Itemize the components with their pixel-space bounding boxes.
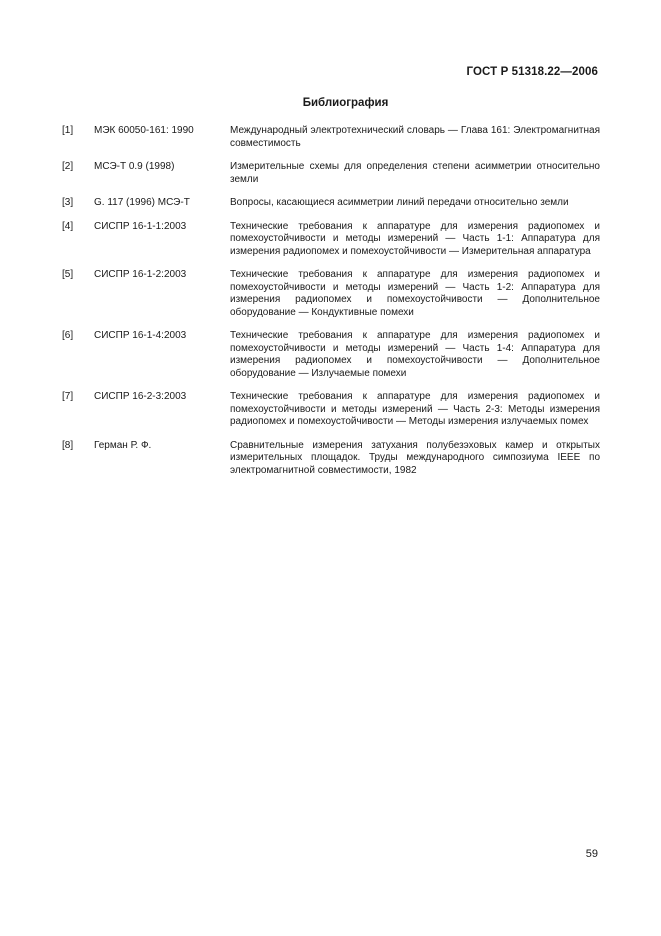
entry-reference: G. 117 (1996) МСЭ-Т bbox=[94, 197, 190, 208]
entry-reference: СИСПР 16-1-1:2003 bbox=[94, 220, 187, 232]
entry-number: [5] bbox=[62, 269, 74, 280]
entry-description: Измерительные схемы для определения степени асимметрии относительно земли bbox=[230, 161, 600, 185]
entry-description: Сравнительные измерения затухания полубезэховых камер и открытых измерительных площадок. Труды международного симпозиума IEEE по электромагнитной совместимости, 1982 bbox=[230, 439, 600, 476]
entry-description: Технические требования к аппаратуре для измерения радиопомех и помехоустойчивости и методы измерений — Часть 1-1: Аппаратура для измерения радиопомех и помехоустойчивости — Измерительная аппаратура bbox=[230, 220, 600, 257]
entry-reference: СИСПР 16-2-3:2003 bbox=[94, 391, 187, 402]
document-code: ГОСТ Р 51318.22—2006 bbox=[466, 66, 598, 78]
entry-reference: СИСПР 16-1-4:2003 bbox=[94, 330, 187, 341]
entry-number: [8] bbox=[62, 439, 74, 451]
bibliography-entry bbox=[62, 161, 600, 186]
entry-number: [1] bbox=[62, 125, 74, 136]
section-title: Библиография bbox=[302, 97, 389, 109]
entry-description: Технические требования к аппаратуре для измерения радиопомех и помехоустойчивости и методы измерений — Часть 1-2: Аппаратура для измерения радиопомех и помехоустойчивости — Дополнительное оборудование — Кондуктивные помехи bbox=[230, 269, 600, 318]
bibliography-entry bbox=[62, 197, 600, 210]
entry-description: Международный электротехнический словарь — Глава 161: Электромагнитная совместимость bbox=[230, 125, 600, 149]
entry-reference: МЭК 60050-161: 1990 bbox=[94, 125, 194, 136]
entry-description: Технические требования к аппаратуре для измерения радиопомех и помехоустойчивости и методы измерений — Часть 1-4: Аппаратура для измерения радиопомех и помехоустойчивости — Дополнительное оборудование — Излучаемые помехи bbox=[230, 330, 600, 379]
entry-number: [7] bbox=[62, 391, 74, 402]
page-number: 59 bbox=[585, 848, 598, 860]
entry-description: Вопросы, касающиеся асимметрии линий передачи относительно земли bbox=[230, 197, 569, 208]
bibliography-list bbox=[62, 125, 600, 488]
entry-reference: СИСПР 16-1-2:2003 bbox=[94, 269, 187, 280]
entry-number: [3] bbox=[62, 197, 74, 208]
bibliography-entry bbox=[62, 330, 600, 380]
bibliography-entry bbox=[62, 391, 600, 429]
entry-reference: МСЭ-Т 0.9 (1998) bbox=[94, 161, 175, 172]
entry-number: [4] bbox=[62, 220, 74, 232]
entry-reference: Герман Р. Ф. bbox=[94, 439, 152, 451]
entry-number: [6] bbox=[62, 330, 74, 341]
bibliography-entry bbox=[62, 125, 600, 150]
entry-number: [2] bbox=[62, 161, 74, 172]
entry-description: Технические требования к аппаратуре для измерения радиопомех и помехоустойчивости и методы измерений — Часть 2-3: Методы измерения радиопомех и помехоустойчивости — Методы измерения излучаемых помех bbox=[230, 391, 600, 427]
bibliography-entry bbox=[62, 221, 600, 259]
bibliography-entry bbox=[62, 269, 600, 319]
bibliography-entry bbox=[62, 440, 600, 478]
